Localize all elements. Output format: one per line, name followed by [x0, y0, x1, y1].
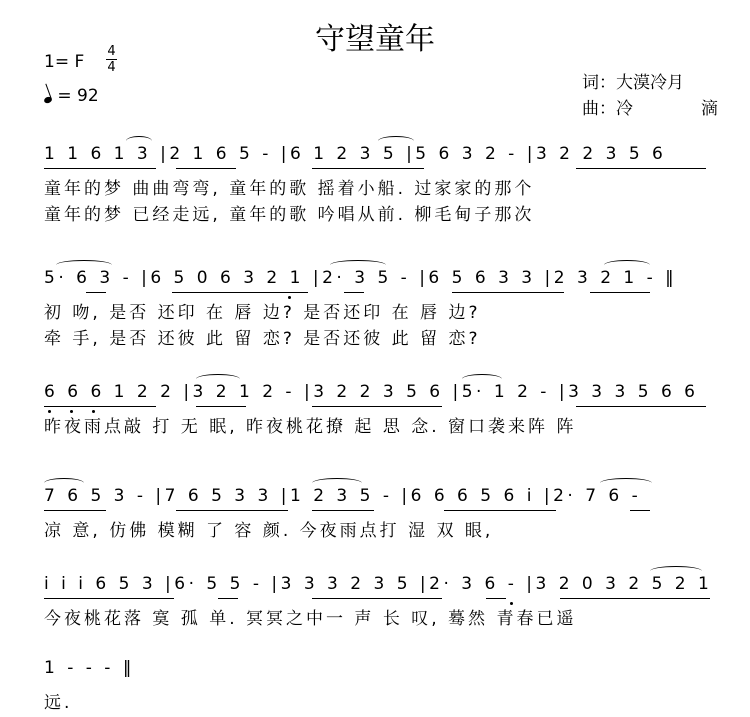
time-signature — [106, 44, 117, 75]
song-title: 守望童年 — [315, 22, 435, 57]
notation-line: 1 1 6 1 3 |2 1 6 5 - |6 1 2 3 5 |5 6 3 2 - |3 2 2 3 5 6 — [44, 144, 667, 164]
underline-beam — [590, 292, 650, 293]
slur-mark — [312, 478, 362, 488]
underline-beam — [312, 510, 374, 511]
underline-beam — [86, 292, 106, 293]
slur-mark — [462, 374, 502, 384]
underline-beam — [486, 598, 506, 599]
slur-mark — [650, 566, 702, 576]
underline-beam — [44, 598, 174, 599]
lyric-verse-2: 童年的梦 已经走远, 童年的歌 吟唱从前. 柳毛甸子那次 — [44, 205, 535, 225]
underline-beam — [312, 406, 442, 407]
tempo-marking — [44, 86, 99, 106]
slur-mark — [604, 260, 650, 270]
tempo-value: = 92 — [57, 86, 99, 106]
underline-beam — [176, 510, 288, 511]
slur-mark — [600, 478, 652, 488]
lyric-verse-2: 牵 手, 是否 还彼 此 留 恋? 是否还彼 此 留 恋? — [44, 329, 481, 349]
lyricist-line — [582, 70, 718, 96]
lyricist-name: 大漠冷月 — [616, 73, 684, 93]
notation-line: i i i 6 5 3 |6· 5 5 - |3 3 3 2 3 5 |2· 3 6 - |3 2 0 3 2 5 2 1 — [44, 574, 713, 594]
composer-name-2: 滴 — [701, 99, 718, 119]
lyric-verse-1: 远. — [44, 693, 73, 713]
underline-beam — [196, 406, 246, 407]
time-signature-bottom: 4 — [107, 60, 116, 75]
underline-beam — [576, 168, 706, 169]
underline-beam — [44, 168, 156, 169]
notation-line: 5· 6 3 - |6 5 0 6 3 2 1 |2· 3 5 - |6 5 6 3 3 |2 3 2 1 - ‖ — [44, 268, 678, 288]
slur-mark — [44, 478, 84, 488]
underline-beam — [560, 598, 710, 599]
quarter-note-icon — [43, 96, 53, 104]
composer-name-1: 冷 — [616, 99, 633, 119]
notation-line: 1 - - - ‖ — [44, 658, 135, 678]
time-signature-top: 4 — [107, 44, 116, 59]
underline-beam — [444, 510, 556, 511]
composer-line — [582, 96, 718, 122]
underline-beam — [576, 406, 706, 407]
lyric-verse-1: 童年的梦 曲曲弯弯, 童年的歌 摇着小船. 过家家的那个 — [44, 179, 535, 199]
lyric-verse-1: 凉 意, 仿佛 模糊 了 容 颜. 今夜雨点打 湿 双 眼, — [44, 521, 494, 541]
low-octave-dot — [288, 296, 291, 299]
low-octave-dot — [92, 410, 95, 413]
underline-beam — [312, 598, 442, 599]
low-octave-dot — [70, 410, 73, 413]
underline-beam — [344, 292, 364, 293]
underline-beam — [44, 510, 106, 511]
underline-beam — [452, 292, 564, 293]
underline-beam — [44, 406, 156, 407]
lyric-verse-1: 今夜桃花落 寞 孤 单. 冥冥之中一 声 长 叹, 蓦然 青春已遥 — [44, 609, 577, 629]
underline-beam — [172, 292, 308, 293]
slur-mark — [378, 136, 414, 146]
lyric-verse-1: 昨夜雨点敲 打 无 眠, 昨夜桃花撩 起 思 念. 窗口袭来阵 阵 — [44, 417, 577, 437]
composer-label: 曲： — [582, 99, 616, 119]
slur-mark — [126, 136, 152, 146]
underline-beam — [176, 168, 236, 169]
low-octave-dot — [510, 602, 513, 605]
lyricist-label: 词： — [582, 73, 616, 93]
slur-mark — [330, 260, 386, 270]
notation-line: 6 6 6 1 2 2 |3 2 1 2 - |3 2 2 3 5 6 |5· 1 2 - |3 3 3 5 6 6 — [44, 382, 699, 402]
notation-line: 7 6 5 3 - |7 6 5 3 3 |1 2 3 5 - |6 6 6 5 6 i |2· 7 6 - — [44, 486, 642, 506]
credits — [582, 70, 718, 122]
underline-beam — [630, 510, 650, 511]
slur-mark — [56, 260, 112, 270]
key-signature: 1= F — [44, 52, 85, 72]
underline-beam — [218, 598, 238, 599]
low-octave-dot — [48, 410, 51, 413]
underline-beam — [312, 168, 424, 169]
lyric-verse-1: 初 吻, 是否 还印 在 唇 边? 是否还印 在 唇 边? — [44, 303, 481, 323]
slur-mark — [196, 374, 240, 384]
